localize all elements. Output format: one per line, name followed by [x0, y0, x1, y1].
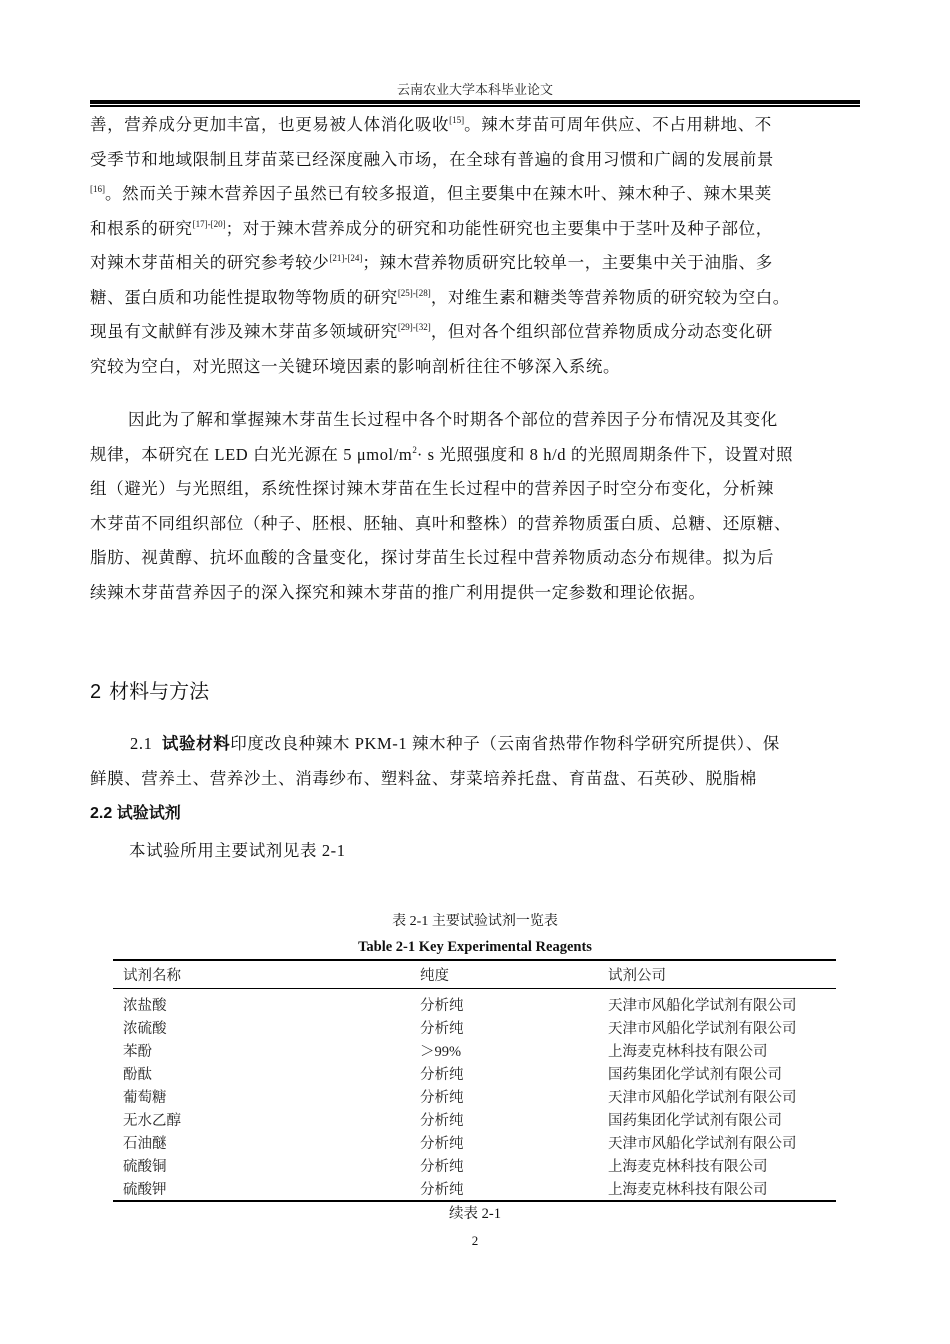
- text-line: 脂肪、视黄醇、抗坏血酸的含量变化，探讨芽苗生长过程中营养物质动态分布规律。拟为后: [90, 548, 774, 567]
- column-header-purity: 纯度: [420, 968, 449, 984]
- intro-paragraph-2: [90, 403, 870, 610]
- header-divider: [90, 100, 860, 107]
- subsection-title: 试验材料: [161, 735, 231, 753]
- citation: [21]-[24]: [329, 253, 363, 263]
- reagents-intro-text: 本试验所用主要试剂见表 2-1: [129, 841, 346, 860]
- table-row: 石油醚 分析纯 天津市风船化学试剂有限公司: [123, 1136, 797, 1152]
- header-rule-thin: [90, 105, 860, 107]
- citation: [29]-[32]: [397, 322, 431, 332]
- superscript: 2: [412, 444, 417, 455]
- table-row: 硫酸钾 分析纯 上海麦克林科技有限公司: [113, 1177, 836, 1201]
- table-row: 硫酸铜 分析纯 上海麦克林科技有限公司: [123, 1159, 768, 1175]
- text-line: 续辣木芽苗营养因子的深入探究和辣木芽苗的推广利用提供一定参数和理论依据。: [90, 582, 706, 602]
- citation: [25]-[28]: [397, 287, 431, 298]
- text-line: 组（避光）与光照组，系统性探讨辣木芽苗在生长过程中的营养因子时空分布变化，分析辣: [90, 479, 774, 498]
- text-line: 受季节和地域限制且芽苗菜已经深度融入市场，在全球有普遍的食用习惯和广阔的发展前景: [90, 149, 774, 169]
- table-caption-english: Table 2-1 Key Experimental Reagents: [358, 939, 592, 955]
- table-row: 浓盐酸 分析纯 天津市风船化学试剂有限公司: [123, 998, 797, 1014]
- text-line: 和根系的研究[17]-[20]；对于辣木营养成分的研究和功能性研究也主要集中于茎叶及种子部位，: [90, 218, 773, 238]
- citation: [15]: [449, 115, 465, 125]
- table-header-row: [113, 960, 836, 989]
- text-line: 糖、蛋白质和功能性提取物等物质的研究[25]-[28]，对维生素和糖类等营养物质的研究较为空白。: [90, 287, 790, 307]
- table-row: 酚酞 分析纯 国药集团化学试剂有限公司: [123, 1067, 782, 1083]
- table-continued-label: 续表 2-1: [449, 1206, 501, 1222]
- citation: [16]: [90, 184, 105, 194]
- subsection-heading-reagents: 2.2 试验试剂: [90, 805, 181, 822]
- header-rule-thick: [90, 100, 860, 104]
- column-header-name: 试剂名称: [123, 968, 181, 984]
- section-number: 2: [90, 681, 102, 703]
- table-row: 无水乙醇 分析纯 国药集团化学试剂有限公司: [123, 1113, 782, 1129]
- subsection-number: 2.1: [130, 734, 153, 753]
- text-line: 现虽有文献鲜有涉及辣木芽苗多领域研究[29]-[32]，但对各个组织部位营养物质成分动态变化研: [90, 322, 773, 341]
- table-row: 浓硫酸 分析纯 天津市风船化学试剂有限公司: [123, 1021, 797, 1037]
- table-row: 葡萄糖 分析纯 天津市风船化学试剂有限公司: [123, 1090, 797, 1106]
- table-caption-chinese: 表 2-1 主要试验试剂一览表: [392, 914, 558, 929]
- intro-paragraph-1: [90, 108, 870, 384]
- text-line: 鲜膜、营养土、营养沙土、消毒纱布、塑料盆、芽菜培养托盘、育苗盘、石英砂、脱脂棉: [90, 768, 757, 788]
- section-heading: [90, 678, 209, 706]
- text-line: 究较为空白，对光照这一关键环境因素的影响剖析往往不够深入系统。: [90, 356, 621, 376]
- page-number: 2: [471, 1233, 479, 1248]
- text-line: 2.1 试验材料印度改良种辣木 PKM-1 辣木种子（云南省热带作物科学研究所提供）、保: [130, 734, 780, 753]
- text-line: 因此为了解和掌握辣木芽苗生长过程中各个时期各个部位的营养因子分布情况及其变化: [128, 410, 778, 429]
- table-row: 苯酚 ＞99% 上海麦克林科技有限公司: [123, 1044, 768, 1060]
- text-line: 对辣木芽苗相关的研究参考较少[21]-[24]；辣木营养物质研究比较单一，主要集中关于油脂、多: [90, 253, 773, 272]
- citation: [17]-[20]: [192, 218, 226, 229]
- subsection-materials: [90, 727, 870, 796]
- reagent-table: [113, 959, 836, 1202]
- text-line: 规律，本研究在 LED 白光光源在 5 μmol/$m^2\cdot s$ 光照强度和 8 h/d 的光照周期条件下，设置对照: [90, 444, 794, 464]
- column-header-company: 试剂公司: [608, 968, 666, 984]
- running-header: 云南农业大学本科毕业论文: [396, 82, 553, 97]
- section-title: 材料与方法: [109, 681, 210, 703]
- text-line: [16]。然而关于辣木营养因子虽然已有较多报道，但主要集中在辣木叶、辣木种子、辣木果荚: [90, 184, 772, 203]
- text-line: 善，营养成分更加丰富，也更易被人体消化吸收[15]。辣木芽苗可周年供应、不占用耕地、不: [90, 115, 772, 134]
- text-line: 木芽苗不同组织部位（种子、胚根、胚轴、真叶和整株）的营养物质蛋白质、总糖、还原糖、: [90, 513, 792, 533]
